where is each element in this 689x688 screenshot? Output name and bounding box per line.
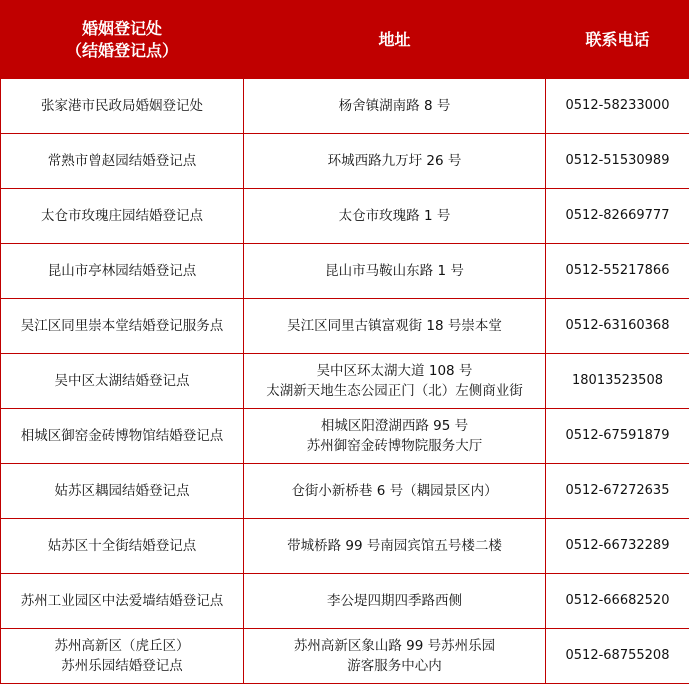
registry-name-cell bbox=[1, 299, 244, 354]
table-row bbox=[1, 464, 689, 519]
address-cell bbox=[244, 189, 546, 244]
registry-name: 姑苏区十全街结婚登记点 bbox=[47, 538, 197, 554]
registry-name-cell bbox=[1, 134, 244, 189]
registry-name: 苏州工业园区中法爱墙结婚登记点 bbox=[20, 593, 224, 609]
table-row bbox=[1, 409, 689, 464]
address-cell bbox=[244, 354, 546, 409]
phone-cell: 18013523508 bbox=[546, 354, 689, 409]
phone-cell: 0512-51530989 bbox=[546, 134, 689, 189]
address-text: 昆山市马鞍山东路 1 号 bbox=[325, 263, 464, 279]
address-cell bbox=[244, 629, 546, 684]
registry-name: 吴江区同里崇本堂结婚登记服务点 bbox=[20, 318, 224, 334]
registry-name-cell bbox=[1, 464, 244, 519]
registry-name: 相城区御窑金砖博物馆结婚登记点 bbox=[20, 428, 224, 444]
registry-name-cell bbox=[1, 354, 244, 409]
address-text: 环城西路九万圩 26 号 bbox=[327, 153, 462, 169]
header-registry-office-line1: 婚姻登记处 bbox=[81, 18, 162, 38]
registry-name-cell bbox=[1, 574, 244, 629]
phone-cell: 0512-58233000 bbox=[546, 79, 689, 134]
address-text: 带城桥路 99 号南园宾馆五号楼二楼 bbox=[287, 538, 502, 554]
table-row bbox=[1, 244, 689, 299]
phone-cell: 0512-68755208 bbox=[546, 629, 689, 684]
registry-name-cell bbox=[1, 519, 244, 574]
registry-name: 太仓市玫瑰庄园结婚登记点 bbox=[41, 208, 203, 224]
address-text: 吴中区环太湖大道 108 号 bbox=[316, 363, 473, 379]
address-text: 李公堤四期四季路西侧 bbox=[327, 593, 462, 609]
header-address: 地址 bbox=[244, 1, 546, 79]
registry-name-cell bbox=[1, 409, 244, 464]
address-cell bbox=[244, 79, 546, 134]
address-text: 太湖新天地生态公园正门（北）左侧商业街 bbox=[266, 383, 523, 399]
table-row bbox=[1, 79, 689, 134]
address-text: 相城区阳澄湖西路 95 号 bbox=[320, 418, 469, 434]
table-row bbox=[1, 519, 689, 574]
table-row bbox=[1, 189, 689, 244]
registry-name: 吴中区太湖结婚登记点 bbox=[54, 373, 190, 389]
header-phone: 联系电话 bbox=[546, 1, 689, 79]
table-row bbox=[1, 354, 689, 409]
table-row bbox=[1, 134, 689, 189]
table-header-row bbox=[1, 1, 689, 79]
phone-cell: 0512-66682520 bbox=[546, 574, 689, 629]
registry-name: 常熟市曾赵园结婚登记点 bbox=[47, 153, 197, 169]
address-cell bbox=[244, 244, 546, 299]
registry-name-cell bbox=[1, 629, 244, 684]
phone-cell: 0512-63160368 bbox=[546, 299, 689, 354]
registry-name: 姑苏区耦园结婚登记点 bbox=[54, 483, 190, 499]
address-text: 吴江区同里古镇富观街 18 号崇本堂 bbox=[287, 318, 502, 334]
phone-cell: 0512-67591879 bbox=[546, 409, 689, 464]
address-text: 苏州高新区象山路 99 号苏州乐园 bbox=[293, 638, 496, 654]
address-cell bbox=[244, 134, 546, 189]
address-text: 仓街小新桥巷 6 号（耦园景区内） bbox=[291, 483, 498, 499]
phone-cell: 0512-82669777 bbox=[546, 189, 689, 244]
address-cell bbox=[244, 464, 546, 519]
registry-name-cell bbox=[1, 244, 244, 299]
phone-cell: 0512-55217866 bbox=[546, 244, 689, 299]
registry-name-cell bbox=[1, 189, 244, 244]
header-registry-office-line2: （结婚登记点） bbox=[65, 40, 178, 60]
address-text: 杨舍镇湖南路 8 号 bbox=[338, 98, 451, 114]
address-cell bbox=[244, 299, 546, 354]
table-row bbox=[1, 629, 689, 684]
registry-name: 苏州乐园结婚登记点 bbox=[61, 658, 183, 674]
address-cell bbox=[244, 574, 546, 629]
registry-name-cell bbox=[1, 79, 244, 134]
phone-cell: 0512-66732289 bbox=[546, 519, 689, 574]
phone-cell: 0512-67272635 bbox=[546, 464, 689, 519]
address-cell bbox=[244, 519, 546, 574]
table-row bbox=[1, 299, 689, 354]
address-cell bbox=[244, 409, 546, 464]
address-text: 太仓市玫瑰路 1 号 bbox=[338, 208, 451, 224]
table-body bbox=[1, 79, 689, 684]
registry-name: 昆山市亭林园结婚登记点 bbox=[47, 263, 197, 279]
address-text: 游客服务中心内 bbox=[347, 658, 442, 674]
registry-name: 张家港市民政局婚姻登记处 bbox=[41, 98, 203, 114]
address-text: 苏州御窑金砖博物院服务大厅 bbox=[306, 438, 483, 454]
registry-name: 苏州高新区（虎丘区） bbox=[54, 638, 190, 654]
table-row bbox=[1, 574, 689, 629]
header-registry-office bbox=[1, 1, 244, 79]
